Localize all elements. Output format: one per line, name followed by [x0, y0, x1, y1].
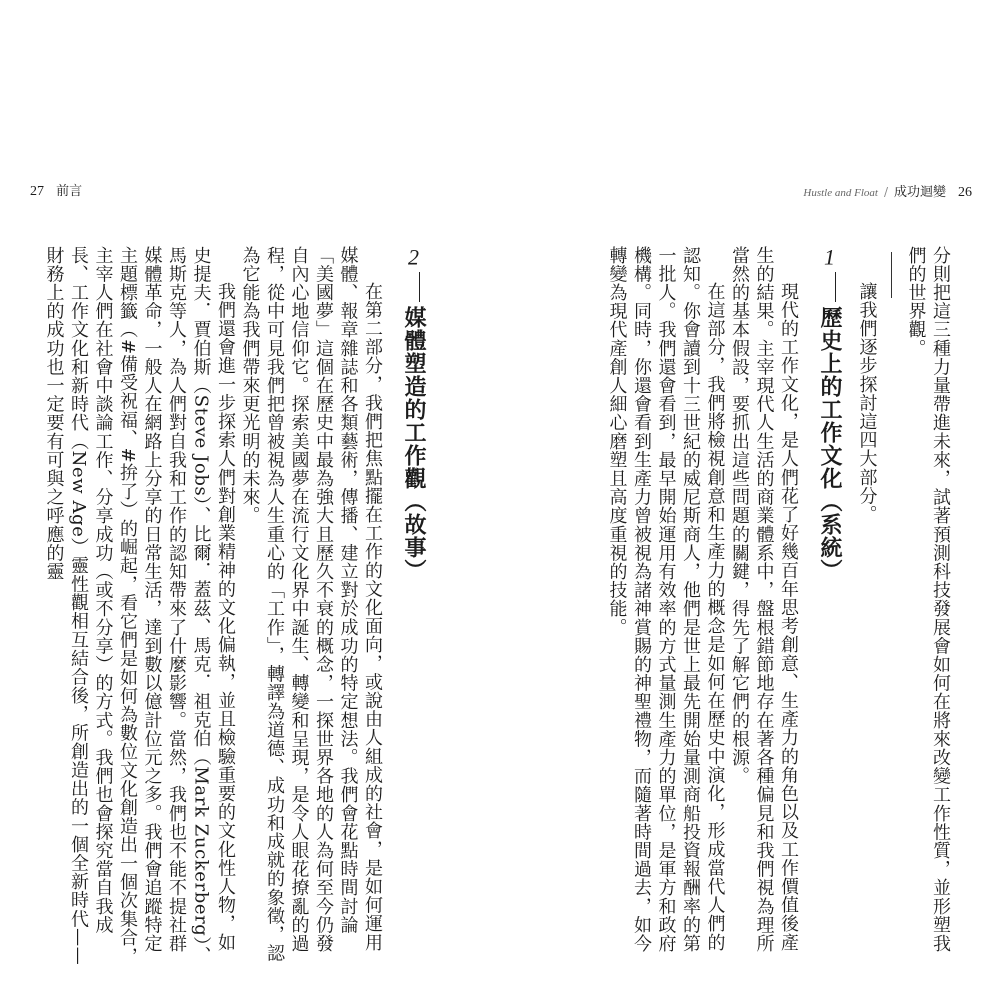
end-rule — [879, 252, 904, 966]
heading-rule — [835, 272, 836, 302]
section-heading-2 — [398, 246, 428, 966]
section-number: 2 — [408, 246, 419, 268]
body-paragraph: 在這部分，我們將檢視創意和生產力的概念是如何在歷史中演化，形成當代人們的認知。你會讀到十三世紀的威尼斯商人，他們是世上最先開始量測商船投資報酬率的第一批人。我們還會看到，最早開始運用有效率的方式量測生產力的單位，是軍方和政府機構。同時，你還會看到生產力曾被視為諸神賞賜的神聖禮物，而隨著時間過去，如今轉變為現代產創人細心磨塑且高度重視的技能。 — [606, 246, 726, 953]
left-page-body — [43, 246, 438, 966]
section-title: 媒體塑造的工作觀（故事） — [401, 306, 426, 582]
right-running-header — [803, 184, 972, 201]
left-running-head: 前言 — [56, 184, 83, 199]
header-slash: / — [883, 185, 888, 199]
heading-rule — [419, 272, 420, 302]
right-running-head-chinese: 成功迴變 — [893, 185, 946, 200]
right-running-head-english: Hustle and Float — [803, 187, 878, 199]
body-paragraph: 現代的工作文化，是人們花了好幾百年思考創意、生產力的角色以及工作價值後產生的結果。主宰現代人生活的商業體系中，盤根錯節地存在著各種偏見和我們視為理所當然的基本假設，要抓出這些問題的關鍵，得先了解它們的根源。 — [729, 246, 799, 953]
section-title: 歷史上的工作文化（系統） — [817, 306, 842, 582]
section-number: 1 — [824, 246, 835, 268]
right-page-number: 26 — [958, 185, 972, 200]
body-paragraph: 我們還會進一步探索人們對創業精神的文化偏執，並且檢驗重要的文化性人物，如史提夫．賈伯斯（Steve Jobs）、比爾．蓋茲、馬克．祖克伯（Mark Zuckerberg）、馬斯克等人，為人們對自我和工作的認知帶來了什麼影響。當然，我們也不能不提社群媒體革命，一般人在網路上分享的日常生活，達到數以億計位元之多。我們會追蹤特定主題標籤（#備受祝福、#拚了）的崛起，看它們是如何為數位文化創造出一個次集合，主宰人們在社會中談論工作、分享成功（或不分享）的方式。我們也會探究當自我成長、工作文化和新時代（New Age）靈性觀相互結合後，所創造出的一個全新時代——財務上的成功也一定要有可與之呼應的靈 — [43, 246, 236, 966]
intro-line: 讓我們逐步探討這四大部分。 — [856, 282, 878, 524]
body-paragraph: 在第二部分，我們把焦點擺在工作的文化面向，或說由人組成的社會，是如何運用媒體、報章雜誌和各類藝術，傳播、建立對於成功的特定想法。我們會花點時間討論「美國夢」這個在歷史中最為強大且歷久不衰的概念，一探世界各地的人為何至今仍發自內心地信仰它。探索美國夢在流行文化界中誕生、轉變和呈現，是令人眼花撩亂的過程，從中可見我們把曾被視為人生重心的「工作」，轉譯為道德、成功和成就的象徵，認為它能為我們帶來更光明的未來。 — [239, 246, 383, 963]
left-running-header — [30, 184, 82, 200]
left-page-number: 27 — [30, 184, 44, 199]
body-paragraph: 分則把這三種力量帶進未來，試著預測科技發展會如何在將來改變工作性質，並形塑我們的世界觀。 — [905, 246, 951, 953]
section-heading-1 — [814, 246, 844, 966]
right-page-body — [600, 246, 952, 966]
